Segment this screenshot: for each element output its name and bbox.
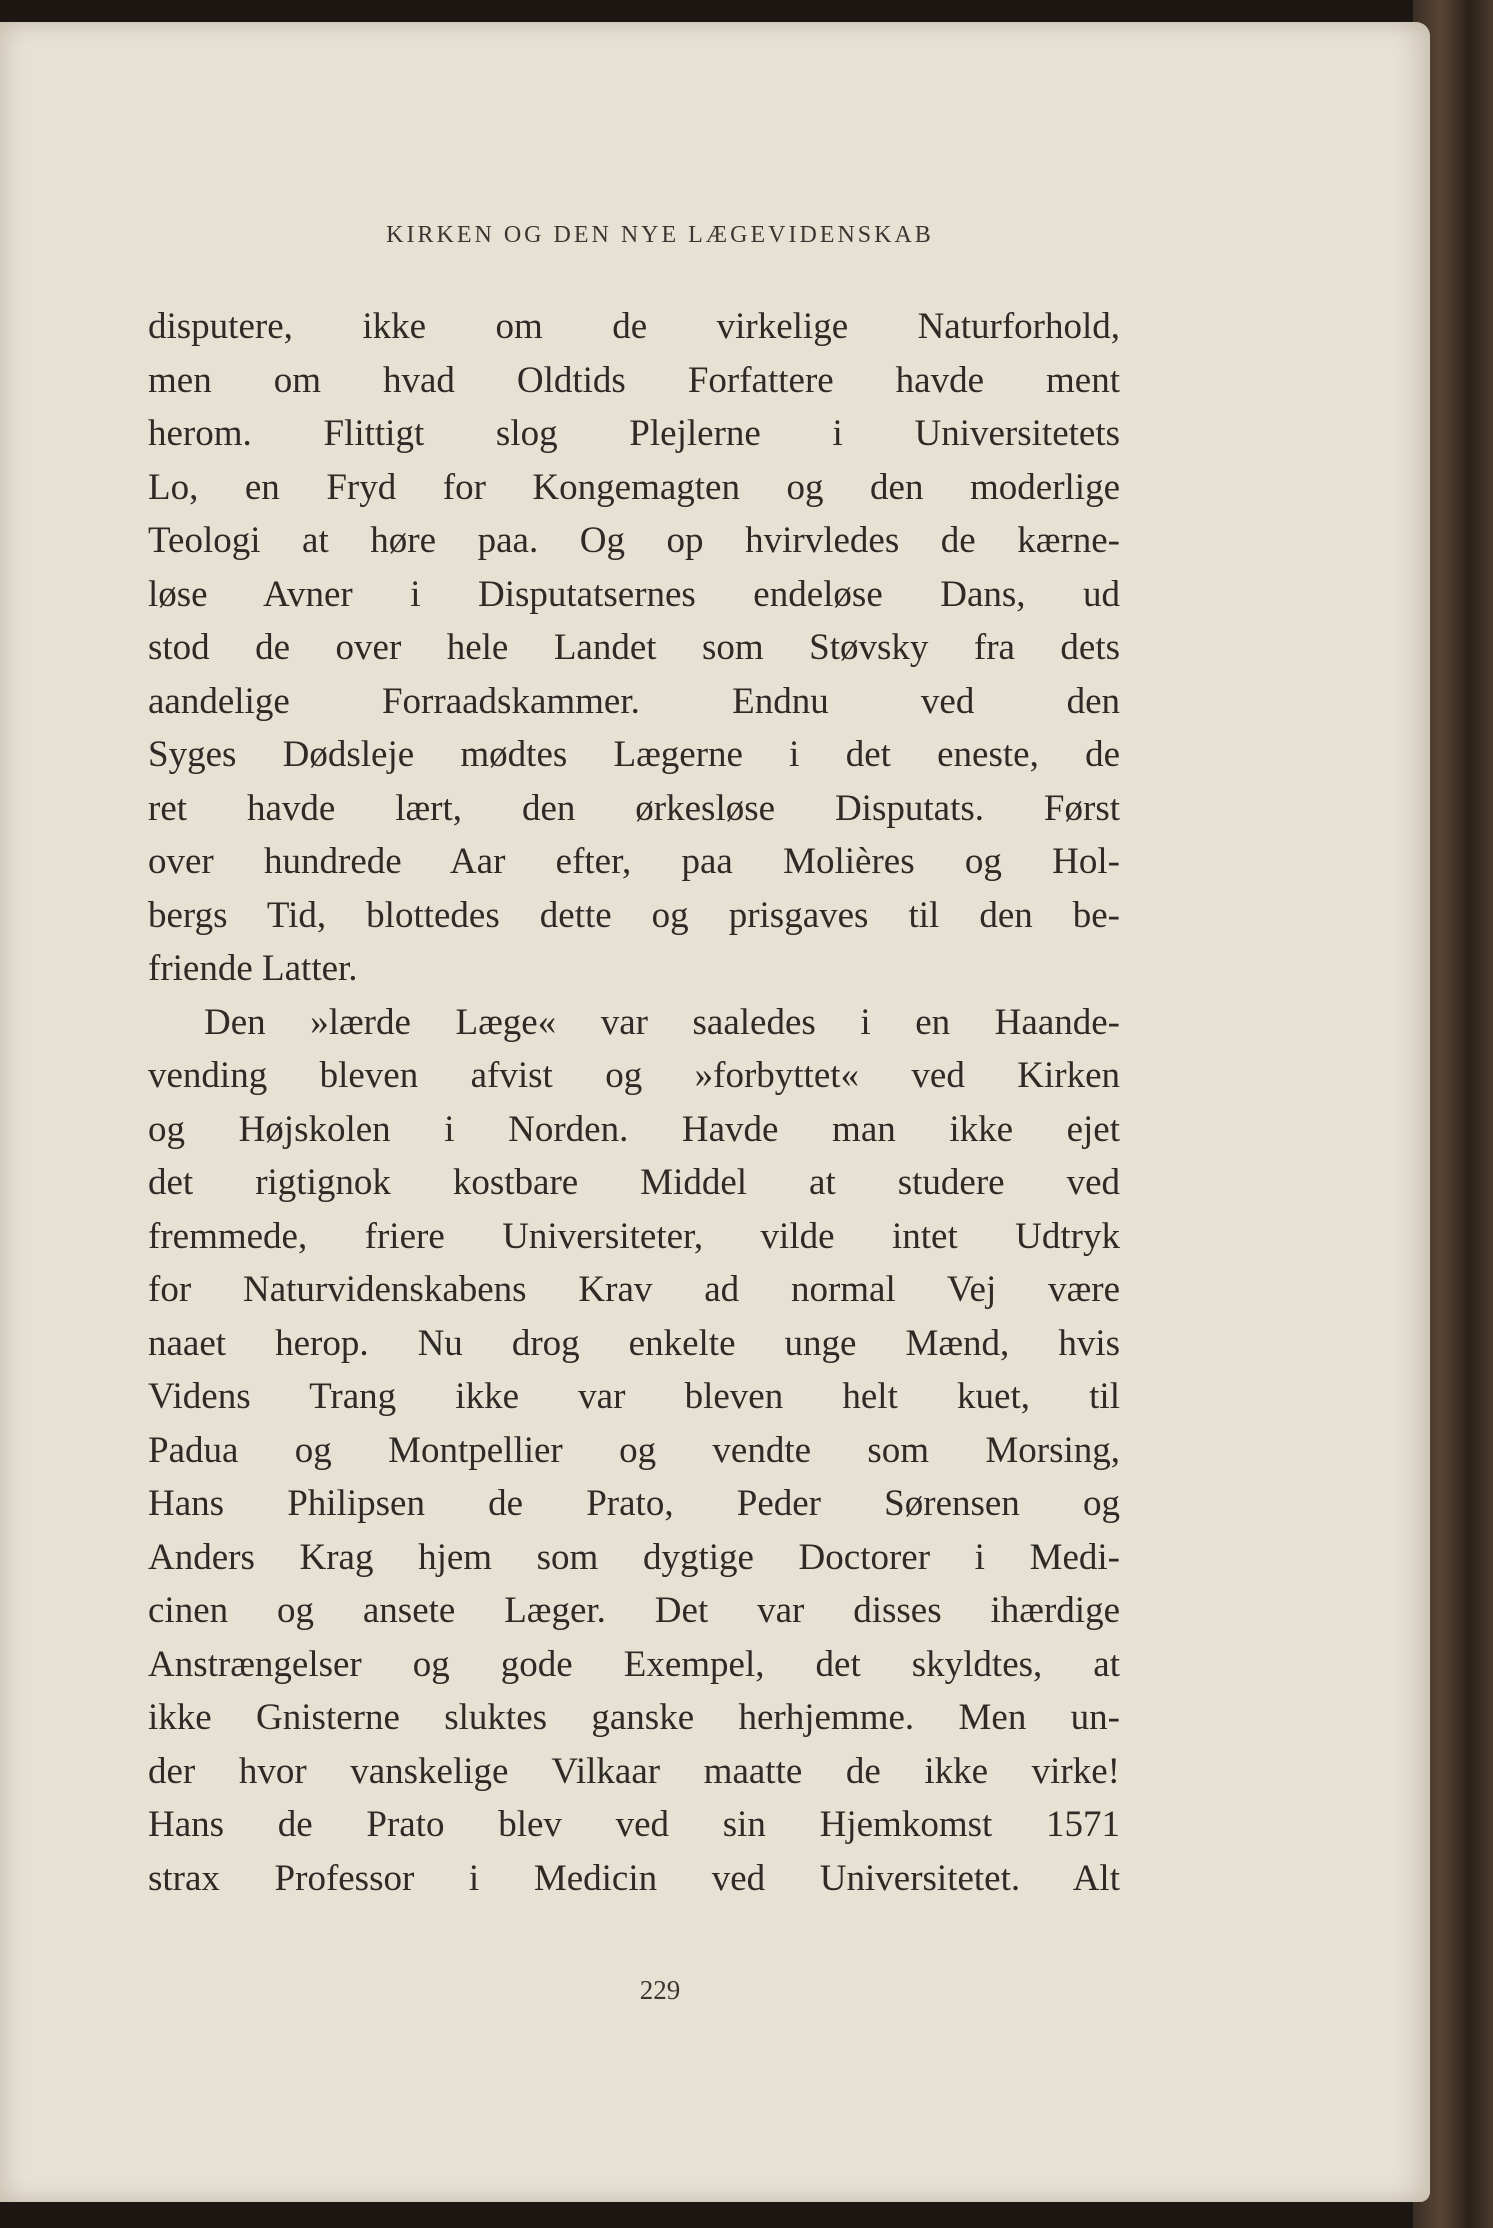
text-line: Hans de Prato blev ved sin Hjemkomst 1571 (148, 1804, 1120, 1845)
text-line: aandelige Forraadskammer. Endnu ved den (148, 680, 1120, 722)
text-line: Lo, en Fryd for Kongemagten og den moderlige (148, 466, 1120, 508)
text-line: herom. Flittigt slog Plejlerne i Universitetets (148, 413, 1120, 454)
text-line: Padua og Montpellier og vendte som Morsing, (148, 1429, 1120, 1471)
text-line: ret havde lært, den ørkesløse Disputats. Først (148, 787, 1120, 829)
text-line: over hundrede Aar efter, paa Molières og Hol- (148, 841, 1120, 882)
text-line: Syges Dødsleje mødtes Lægerne i det eneste, de (148, 734, 1120, 775)
text-line: strax Professor i Medicin ved Universitetet. Alt (148, 1857, 1120, 1899)
page-number: 229 (639, 1975, 681, 2005)
text-line: naaet herop. Nu drog enkelte unge Mænd, hvis (148, 1322, 1120, 1364)
text-line: Hans Philipsen de Prato, Peder Sørensen og (148, 1483, 1120, 1524)
text-line: bergs Tid, blottedes dette og prisgaves til den be- (148, 894, 1120, 936)
text-line: for Naturvidenskabens Krav ad normal Vej være (148, 1269, 1120, 1310)
text-line: Teologi at høre paa. Og op hvirvledes de kærne- (148, 520, 1120, 561)
text-line: fremmede, friere Universiteter, vilde intet Udtryk (148, 1215, 1120, 1257)
text-line: Anders Krag hjem som dygtige Doctorer i Medi- (148, 1536, 1120, 1578)
text-line: ikke Gnisterne sluktes ganske herhjemme. Men un- (148, 1697, 1120, 1738)
text-line: Den »lærde Læge« var saaledes i en Haande- (204, 1001, 1120, 1043)
body-text (148, 300, 1120, 1905)
text-line: men om hvad Oldtids Forfattere havde ment (148, 359, 1120, 401)
text-line: disputere, ikke om de virkelige Naturforhold, (148, 306, 1120, 347)
text-line: cinen og ansete Læger. Det var disses ihærdige (148, 1590, 1120, 1631)
text-line: vending bleven afvist og »forbyttet« ved Kirken (148, 1055, 1120, 1096)
text-line: stod de over hele Landet som Støvsky fra dets (148, 627, 1120, 668)
text-line: friende Latter. (148, 948, 358, 989)
running-header: KIRKEN OG DEN NYE LÆGEVIDENSKAB (386, 222, 934, 248)
book-page (0, 22, 1430, 2202)
text-line: løse Avner i Disputatsernes endeløse Dans, ud (148, 573, 1120, 615)
text-line: Anstrængelser og gode Exempel, det skyldtes, at (148, 1643, 1120, 1685)
text-line: der hvor vanskelige Vilkaar maatte de ikke virke! (148, 1750, 1120, 1792)
text-line: det rigtignok kostbare Middel at studere ved (148, 1162, 1120, 1203)
text-line: Videns Trang ikke var bleven helt kuet, til (148, 1376, 1120, 1417)
text-line: og Højskolen i Norden. Havde man ikke ejet (148, 1108, 1120, 1150)
